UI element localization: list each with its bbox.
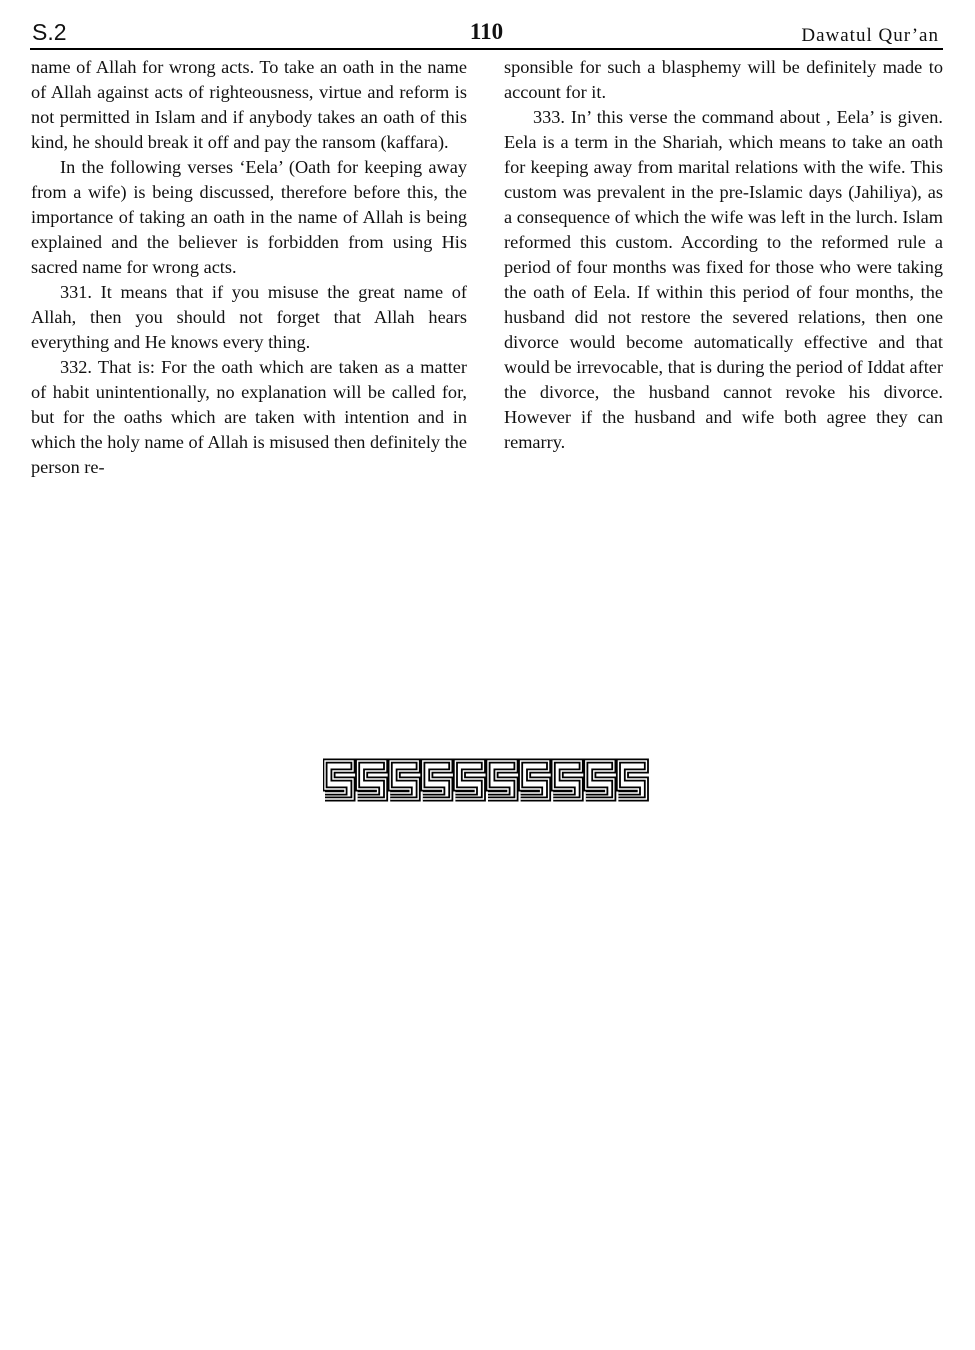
paragraph: 333. In’ this verse the command about , Eela’ is given. Eela is a term in the Shariah, which means to take an oath for keeping away from marital relations with the wife. This custom was prevalent in the pre-Islamic days (Jahiliya), as a consequence of which the wife was left in the lurch. Islam reformed this custom. According to the reformed rule a period of four months was fixed for those who were taking the oath of Eela. If within this period of four months, the husband did not restore the severed relations, then one divorce would become automatically effective and that would be irrevocable, that is during the period of Iddat after the divorce, the husband cannot revoke his divorce. However if the husband and wife both agree they can remarry. xyxy=(504,107,943,452)
ornament-key-unit xyxy=(455,761,483,799)
ornament-key-unit xyxy=(390,761,418,799)
paragraph: 332. That is: For the oath which are taken as a matter of habit unintentionally, no explanation will be called for, but for the oaths which are taken with intention and in which the holy name of Allah is misused then definitely the person re- xyxy=(31,357,467,477)
paragraph: In the following verses ‘Eela’ (Oath for keeping away from a wife) is being discussed, therefore before this, the importance of taking an oath in the name of Allah is being explained and the believer is forbidden from using His sacred name for wrong acts. xyxy=(31,157,467,277)
ornament-key-unit xyxy=(423,761,451,799)
ornament-key-unit xyxy=(521,761,549,799)
page-number: 110 xyxy=(469,19,504,44)
left-column xyxy=(31,55,467,480)
right-column xyxy=(504,55,943,455)
paragraph: name of Allah for wrong acts. To take an oath in the name of Allah against acts of righteousness, virtue and reform is not permitted in Islam and if anybody takes an oath of this kind, he should break it off and pay the ransom (kaffara). xyxy=(31,57,467,152)
ornament-key-unit xyxy=(553,761,581,799)
book-title: Dawatul Qur’an xyxy=(801,25,939,46)
ornament-key-unit xyxy=(358,761,386,799)
greek-key-border-ornament xyxy=(323,757,653,803)
ornament-key-unit xyxy=(325,761,353,799)
ornament-key-unit xyxy=(618,761,646,799)
ornament-key-unit xyxy=(586,761,614,799)
page-header xyxy=(30,16,943,50)
paragraph: sponsible for such a blasphemy will be definitely made to account for it. xyxy=(504,57,943,102)
ornament-key-unit xyxy=(488,761,516,799)
paragraph: 331. It means that if you misuse the great name of Allah, then you should not forget that Allah hears everything and He knows every thing. xyxy=(31,282,467,352)
section-label: S.2 xyxy=(32,19,67,45)
